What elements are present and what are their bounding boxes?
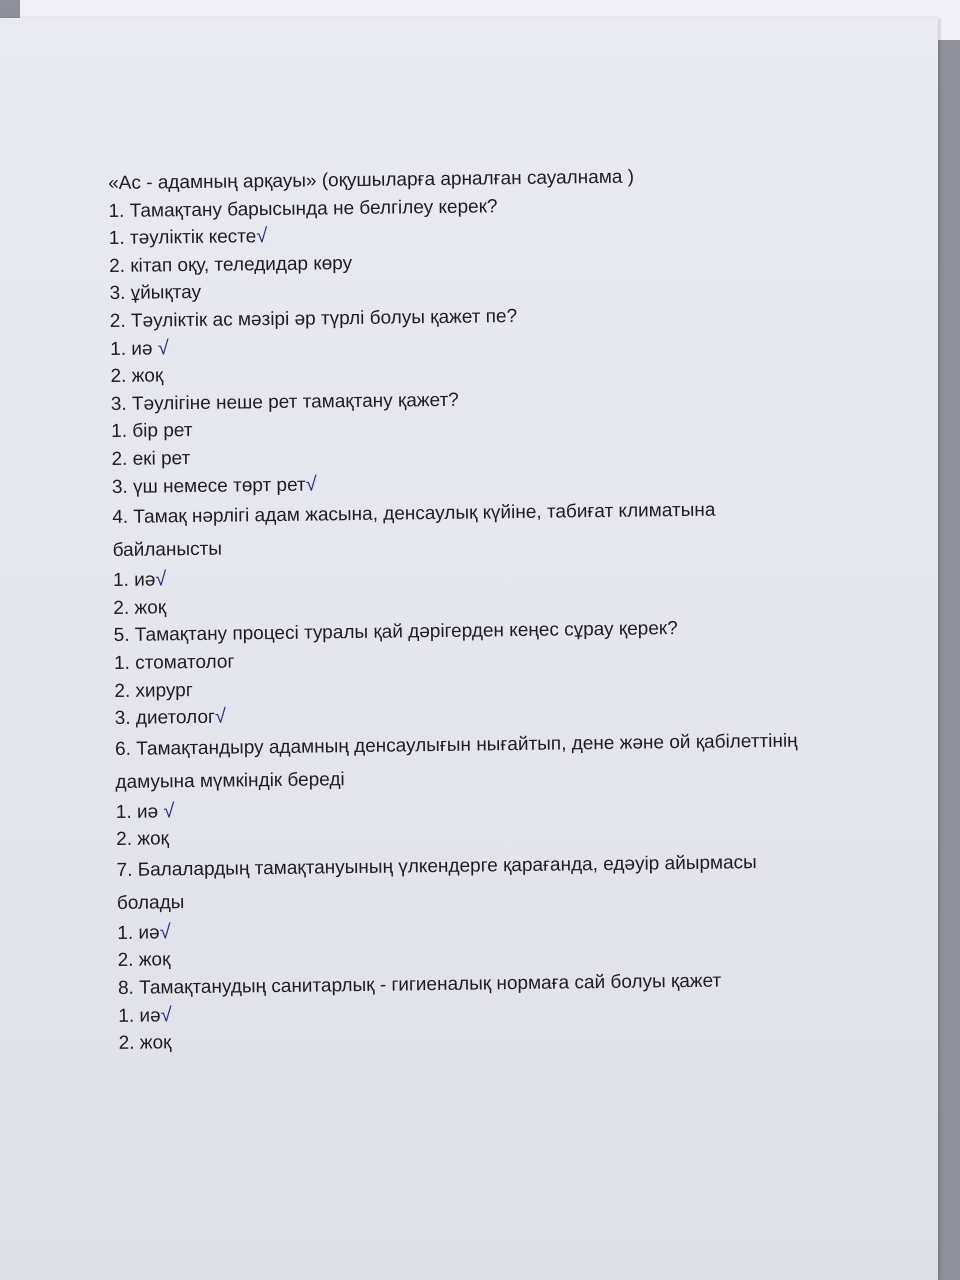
line-text: 1. стоматолог: [113, 651, 235, 674]
line-text: 4. Тамақ нәрлігі адам жасына, денсаулық күйіне, табиғат климатына байланысты: [112, 499, 716, 562]
line-text: 6. Тамақтандыру адамның денсаулығын нығайтып, дене және ой қабілеттінің дамуына мүмкіндік береді: [114, 730, 798, 793]
checkmark-icon: √: [163, 799, 175, 823]
line-text: 1. иә: [115, 801, 164, 823]
checkmark-icon: √: [159, 921, 171, 944]
line-text: 7. Балалардың тамақтануының үлкендерге қарағанда, едәуір айырмасы болады: [116, 852, 757, 914]
questionnaire-text: [108, 161, 819, 1057]
questionnaire-line: [116, 845, 817, 920]
line-text: 2. кітап оқу, теледидар көру: [109, 252, 353, 277]
questionnaire-lines: [108, 189, 818, 1058]
checkmark-icon: √: [305, 473, 317, 496]
checkmark-icon: √: [157, 336, 169, 359]
checkmark-icon: √: [160, 1003, 172, 1027]
line-text: 2. жоқ: [113, 597, 167, 619]
line-text: 1. иә: [112, 569, 156, 592]
line-text: 3. ұйықтау: [109, 282, 202, 305]
line-text: 1. бір рет: [111, 420, 193, 443]
checkmark-icon: √: [155, 568, 167, 591]
document-title: «Ас - адамның арқауы» (оқушыларға арналған сауалнама ): [108, 166, 635, 194]
line-text: 2. жоқ: [116, 828, 170, 851]
line-text: 5. Тамақтану процесі туралы қай дәрігерден кеңес сұрау қерек?: [113, 618, 678, 647]
line-text: 1. иә: [118, 1005, 161, 1027]
line-text: 1. иә: [117, 922, 160, 944]
line-text: 2. жоқ: [110, 365, 164, 388]
line-text: 1. иә: [110, 337, 158, 360]
line-text: 2. хирург: [114, 679, 193, 702]
questionnaire-line: [112, 493, 813, 568]
line-text: 3. үш немесе төрт рет: [111, 474, 306, 498]
questionnaire-line: [115, 724, 816, 799]
line-text: 2. жоқ: [118, 1032, 172, 1055]
line-text: 1. тәуліктік кесте: [108, 226, 257, 250]
line-text: 2. жоқ: [117, 949, 171, 972]
checkmark-icon: √: [214, 705, 227, 728]
line-text: 3. Тәулігіне неше рет тамақтану қажет?: [110, 389, 459, 415]
line-text: 3. диетолог: [114, 706, 216, 730]
line-text: 8. Тамақтанудың санитарлық - гигиеналық нормаға сай болуы қажет: [117, 970, 722, 1000]
line-text: 2. Тәуліктік ас мәзірі әр түрлі болуы қажет пе?: [109, 305, 518, 332]
line-text: 2. екі рет: [111, 447, 191, 470]
line-text: 1. Тамақтану барысында не белгілеу керек?: [108, 195, 498, 222]
checkmark-icon: √: [256, 225, 268, 248]
